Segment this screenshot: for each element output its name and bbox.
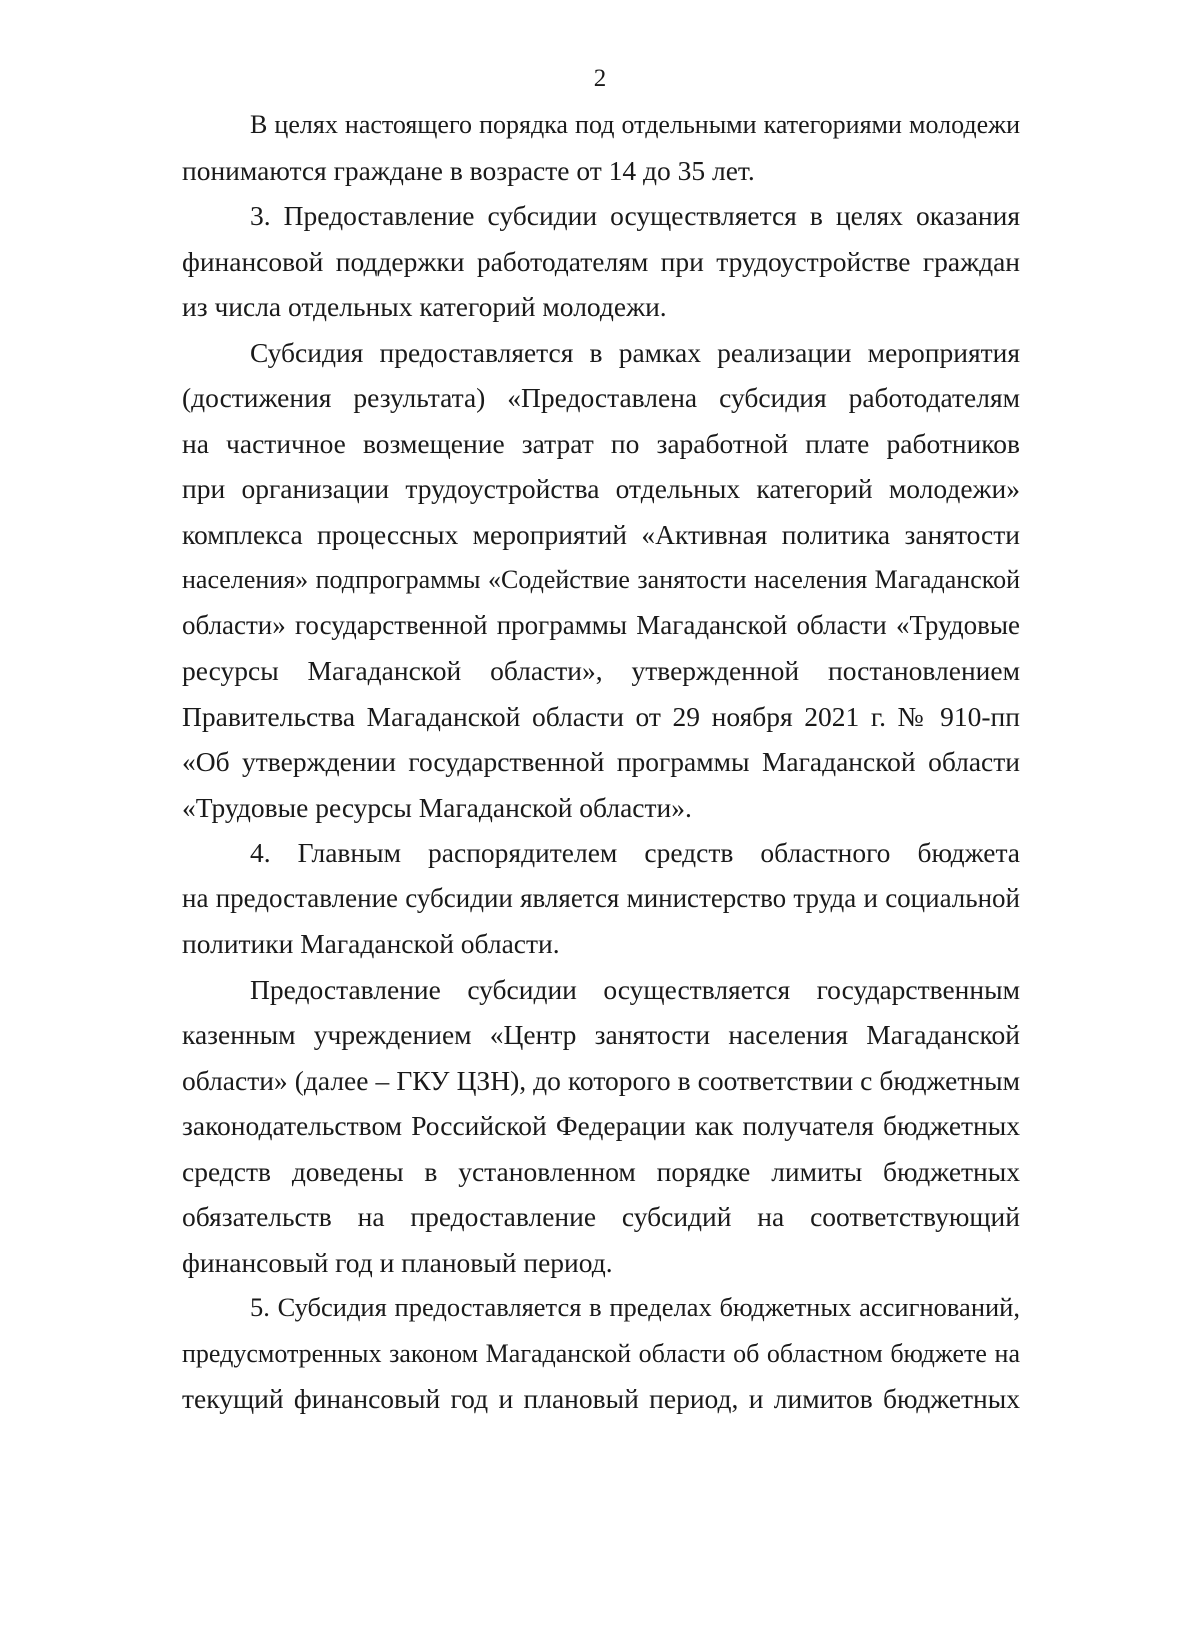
paragraph-line: комплекса процессных мероприятий «Активная политика занятости [182,518,1020,550]
page-number: 2 [593,65,607,92]
paragraph-line: обязательств на предоставление субсидий на соответствующий [182,1201,1020,1232]
paragraph-line: населения» подпрограммы «Содействие занятости населения Магаданской [182,565,1020,594]
paragraph-line: «Об утверждении государственной программы Магаданской области [182,746,1020,777]
paragraph-line: средств доведены в установленном порядке лимиты бюджетных [182,1155,1020,1187]
paragraph-line: В целях настоящего порядка под отдельными категориями молодежи [250,110,1020,139]
paragraph-line: 5. Субсидия предоставляется в пределах бюджетных ассигнований, [250,1292,1020,1322]
paragraph-line: (достижения результата) «Предоставлена субсидия работодателям [182,382,1020,413]
paragraph-line: 4. Главным распорядителем средств областного бюджета [250,837,1020,868]
paragraph-line: казенным учреждением «Центр занятости населения Магаданской [182,1019,1020,1050]
paragraph-line: на частичное возмещение затрат по заработной плате работников [182,427,1020,459]
paragraph-line: из числа отдельных категорий молодежи. [182,291,667,322]
paragraph-line: понимаются граждане в возрасте от 14 до 35 лет. [182,154,755,186]
paragraph-line: предусмотренных законом Магаданской области об областном бюджете на [182,1338,1020,1368]
paragraph-line: при организации трудоустройства отдельных категорий молодежи» [182,473,1020,504]
paragraph-line: области» государственной программы Магаданской области «Трудовые [182,609,1020,640]
paragraph-line: финансовый год и плановый период. [182,1246,613,1278]
paragraph-line: 3. Предоставление субсидии осуществляется в целях оказания [250,200,1020,231]
paragraph-line: финансовой поддержки работодателям при трудоустройстве граждан [182,245,1020,277]
paragraph-line: области» (далее – ГКУ ЦЗН), до которого в соответствии с бюджетным [182,1064,1020,1096]
paragraph-line: ресурсы Магаданской области», утвержденной постановлением [182,655,1020,686]
paragraph-line: законодательством Российской Федерации как получателя бюджетных [182,1110,1020,1141]
paragraph-line: текущий финансовый год и плановый период, и лимитов бюджетных [182,1383,1020,1414]
paragraph-line: Субсидия предоставляется в рамках реализации мероприятия [250,336,1020,368]
paragraph-line: политики Магаданской области. [182,928,560,959]
paragraph-line: «Трудовые ресурсы Магаданской области». [182,791,692,823]
paragraph-line: Правительства Магаданской области от 29 ноября 2021 г. № 910-пп [182,700,1020,732]
paragraph-line: на предоставление субсидии является министерство труда и социальной [182,882,1020,913]
paragraph-line: Предоставление субсидии осуществляется государственным [250,973,1020,1005]
document-body [182,102,1020,1422]
